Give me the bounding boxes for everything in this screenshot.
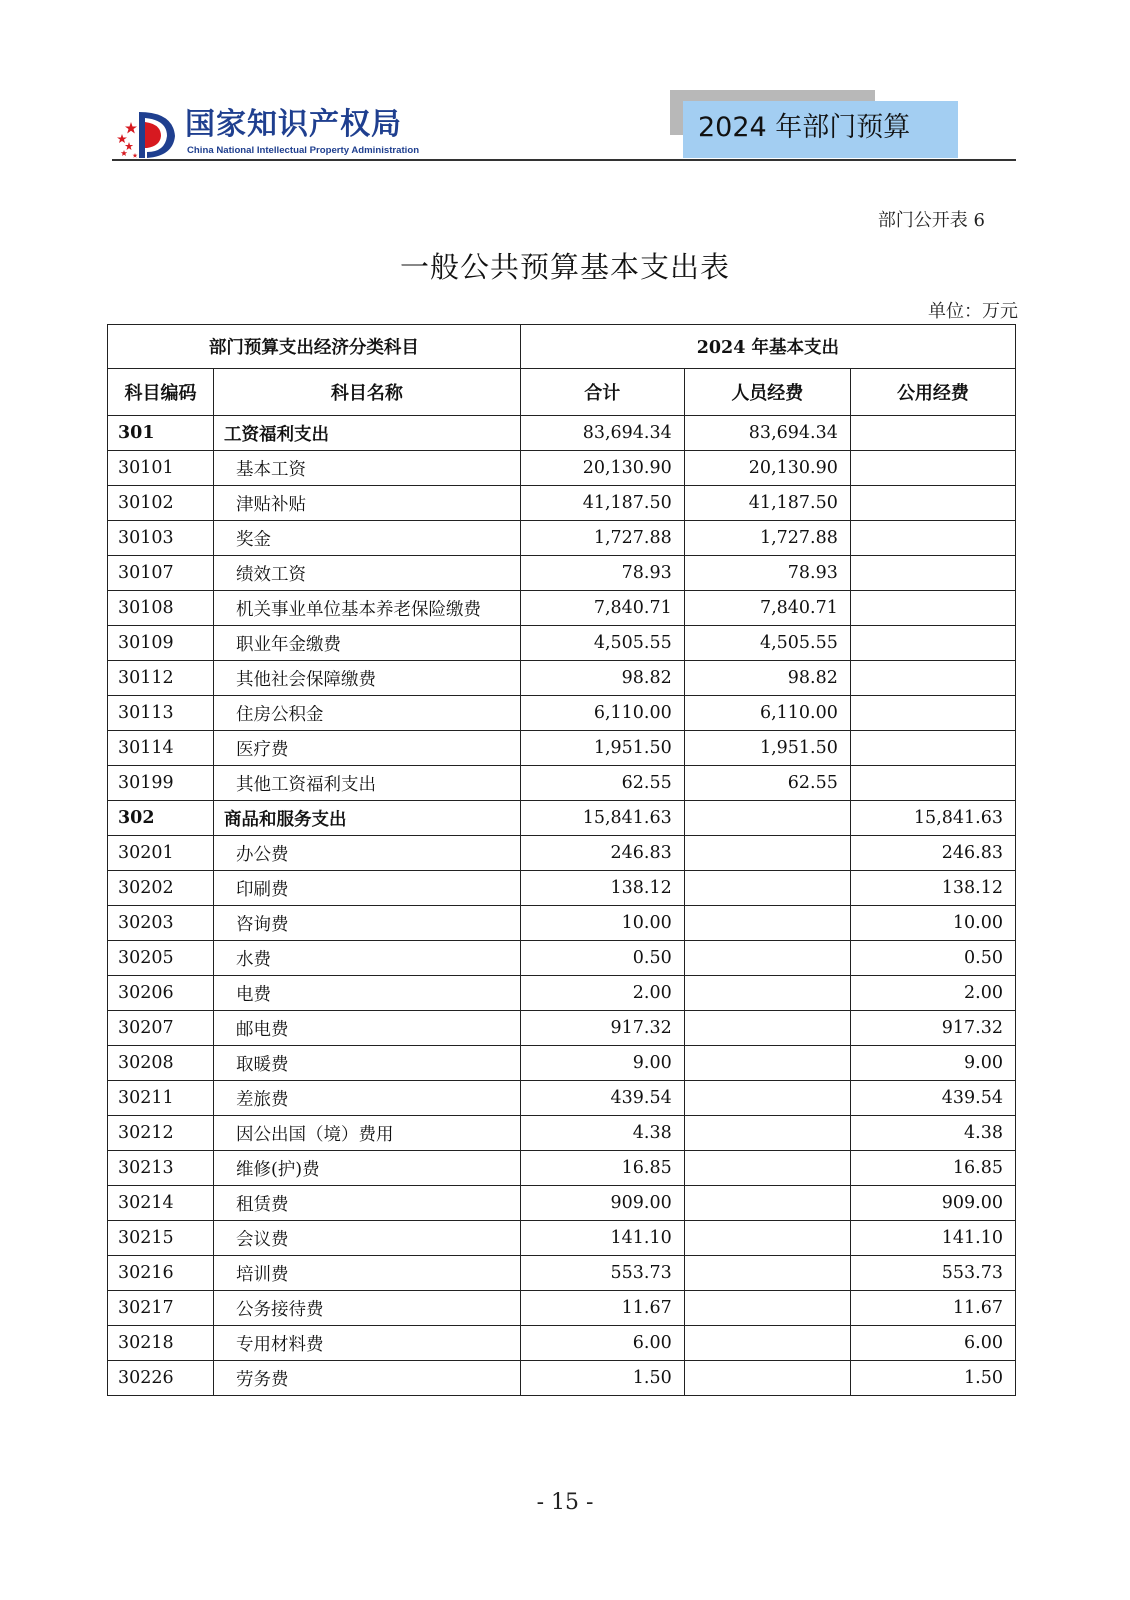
cell-name: 劳务费 [213, 1361, 520, 1396]
cell-personnel [684, 1326, 850, 1361]
cell-code: 30226 [108, 1361, 214, 1396]
cell-total: 62.55 [520, 766, 684, 801]
table-row [108, 556, 1016, 591]
cell-code: 30113 [108, 696, 214, 731]
table-row [108, 871, 1016, 906]
cell-public [850, 731, 1015, 766]
cell-total: 141.10 [520, 1221, 684, 1256]
table-row [108, 626, 1016, 661]
header-personnel: 人员经费 [684, 369, 850, 416]
cell-personnel [684, 1081, 850, 1116]
table-row [108, 521, 1016, 556]
cell-personnel [684, 976, 850, 1011]
table-row [108, 1291, 1016, 1326]
cell-name: 会议费 [213, 1221, 520, 1256]
header-basic-expenditure: 2024 年基本支出 [520, 325, 1015, 369]
table-row [108, 976, 1016, 1011]
cell-total: 0.50 [520, 941, 684, 976]
table-row [108, 906, 1016, 941]
cell-public: 11.67 [850, 1291, 1015, 1326]
budget-year-banner-text: 2024 年部门预算 [698, 112, 911, 143]
cell-total: 439.54 [520, 1081, 684, 1116]
cell-total: 11.67 [520, 1291, 684, 1326]
table-header-row-2 [108, 369, 1016, 416]
cell-public [850, 661, 1015, 696]
cell-code: 302 [108, 801, 214, 836]
table-group-row [108, 416, 1016, 451]
cell-total: 6,110.00 [520, 696, 684, 731]
cell-name: 水费 [213, 941, 520, 976]
cell-total: 83,694.34 [520, 416, 684, 451]
table-row [108, 696, 1016, 731]
table-row [108, 1046, 1016, 1081]
cell-total: 138.12 [520, 871, 684, 906]
cell-public: 246.83 [850, 836, 1015, 871]
cell-code: 30203 [108, 906, 214, 941]
cell-code: 30108 [108, 591, 214, 626]
cell-public: 138.12 [850, 871, 1015, 906]
cell-name: 电费 [213, 976, 520, 1011]
cell-code: 30101 [108, 451, 214, 486]
cell-personnel [684, 1221, 850, 1256]
cell-total: 10.00 [520, 906, 684, 941]
cell-name: 专用材料费 [213, 1326, 520, 1361]
cell-name: 租赁费 [213, 1186, 520, 1221]
cell-name: 住房公积金 [213, 696, 520, 731]
cell-public [850, 486, 1015, 521]
cell-total: 6.00 [520, 1326, 684, 1361]
table-row [108, 1186, 1016, 1221]
cell-public [850, 556, 1015, 591]
cell-public: 1.50 [850, 1361, 1015, 1396]
cell-code: 30207 [108, 1011, 214, 1046]
cell-personnel: 1,727.88 [684, 521, 850, 556]
cell-public [850, 451, 1015, 486]
cell-public: 4.38 [850, 1116, 1015, 1151]
cell-total: 1,951.50 [520, 731, 684, 766]
cell-personnel [684, 801, 850, 836]
cell-code: 30212 [108, 1116, 214, 1151]
table-group-row [108, 801, 1016, 836]
cell-total: 78.93 [520, 556, 684, 591]
cell-personnel [684, 1256, 850, 1291]
org-name-cn: 国家知识产权局 [185, 107, 402, 142]
table-row [108, 1081, 1016, 1116]
table-row [108, 836, 1016, 871]
cell-name: 津贴补贴 [213, 486, 520, 521]
cell-name: 印刷费 [213, 871, 520, 906]
cell-code: 30214 [108, 1186, 214, 1221]
cell-personnel: 41,187.50 [684, 486, 850, 521]
page-title: 一般公共预算基本支出表 [399, 250, 730, 284]
table-row [108, 1011, 1016, 1046]
cell-personnel [684, 871, 850, 906]
cell-total: 2.00 [520, 976, 684, 1011]
cell-public: 553.73 [850, 1256, 1015, 1291]
cell-personnel [684, 1011, 850, 1046]
header-name: 科目名称 [213, 369, 520, 416]
cell-name: 工资福利支出 [213, 416, 520, 451]
cell-personnel [684, 941, 850, 976]
cell-personnel [684, 1046, 850, 1081]
table-row [108, 1116, 1016, 1151]
cell-name: 咨询费 [213, 906, 520, 941]
table-row [108, 486, 1016, 521]
cell-code: 30199 [108, 766, 214, 801]
cell-name: 取暖费 [213, 1046, 520, 1081]
table-number: 部门公开表 6 [877, 210, 985, 231]
cell-personnel [684, 1291, 850, 1326]
cell-code: 30109 [108, 626, 214, 661]
cell-code: 30211 [108, 1081, 214, 1116]
cell-code: 30103 [108, 521, 214, 556]
cell-code: 30107 [108, 556, 214, 591]
table-row [108, 1151, 1016, 1186]
cell-name: 其他工资福利支出 [213, 766, 520, 801]
table-row [108, 591, 1016, 626]
cell-total: 98.82 [520, 661, 684, 696]
cell-public: 917.32 [850, 1011, 1015, 1046]
cell-public [850, 626, 1015, 661]
cell-name: 基本工资 [213, 451, 520, 486]
cell-name: 医疗费 [213, 731, 520, 766]
cell-personnel: 83,694.34 [684, 416, 850, 451]
cell-name: 商品和服务支出 [213, 801, 520, 836]
table-row [108, 1221, 1016, 1256]
cell-personnel [684, 1116, 850, 1151]
cell-total: 1,727.88 [520, 521, 684, 556]
cell-public: 2.00 [850, 976, 1015, 1011]
cell-public [850, 521, 1015, 556]
cell-code: 30102 [108, 486, 214, 521]
cell-total: 1.50 [520, 1361, 684, 1396]
cell-name: 差旅费 [213, 1081, 520, 1116]
cell-total: 4.38 [520, 1116, 684, 1151]
cell-code: 30205 [108, 941, 214, 976]
table-row [108, 766, 1016, 801]
header-total: 合计 [520, 369, 684, 416]
org-logo [115, 108, 425, 160]
cell-public: 16.85 [850, 1151, 1015, 1186]
cell-public: 141.10 [850, 1221, 1015, 1256]
table-row [108, 941, 1016, 976]
cell-personnel [684, 906, 850, 941]
cell-public [850, 696, 1015, 731]
cell-personnel: 20,130.90 [684, 451, 850, 486]
cell-code: 30206 [108, 976, 214, 1011]
cell-personnel: 62.55 [684, 766, 850, 801]
cell-personnel: 7,840.71 [684, 591, 850, 626]
cell-name: 办公费 [213, 836, 520, 871]
page-number: - 15 - [536, 1490, 594, 1515]
cell-personnel: 4,505.55 [684, 626, 850, 661]
cell-name: 绩效工资 [213, 556, 520, 591]
cell-name: 奖金 [213, 521, 520, 556]
header-public: 公用经费 [850, 369, 1015, 416]
cell-code: 30114 [108, 731, 214, 766]
cell-name: 机关事业单位基本养老保险缴费 [213, 591, 520, 626]
cnipa-emblem-icon [115, 108, 177, 160]
cell-total: 15,841.63 [520, 801, 684, 836]
cell-total: 917.32 [520, 1011, 684, 1046]
table-header-row-1 [108, 325, 1016, 369]
table-row [108, 661, 1016, 696]
header-code: 科目编码 [108, 369, 214, 416]
cell-code: 30216 [108, 1256, 214, 1291]
cell-code: 30215 [108, 1221, 214, 1256]
cell-public [850, 416, 1015, 451]
cell-personnel [684, 1151, 850, 1186]
cell-total: 4,505.55 [520, 626, 684, 661]
cell-code: 30217 [108, 1291, 214, 1326]
cell-personnel [684, 1186, 850, 1221]
cell-name: 公务接待费 [213, 1291, 520, 1326]
cell-total: 909.00 [520, 1186, 684, 1221]
cell-total: 553.73 [520, 1256, 684, 1291]
cell-public: 6.00 [850, 1326, 1015, 1361]
table-row [108, 1361, 1016, 1396]
cell-name: 邮电费 [213, 1011, 520, 1046]
header-classification: 部门预算支出经济分类科目 [108, 325, 521, 369]
cell-name: 维修(护)费 [213, 1151, 520, 1186]
cell-name: 培训费 [213, 1256, 520, 1291]
cell-code: 301 [108, 416, 214, 451]
table-row [108, 1326, 1016, 1361]
cell-public: 9.00 [850, 1046, 1015, 1081]
unit-label: 单位：万元 [928, 301, 1018, 322]
cell-name: 职业年金缴费 [213, 626, 520, 661]
cell-code: 30208 [108, 1046, 214, 1081]
table-row [108, 451, 1016, 486]
cell-total: 41,187.50 [520, 486, 684, 521]
cell-public [850, 766, 1015, 801]
org-name-en: China National Intellectual Property Administration [187, 145, 420, 156]
cell-code: 30112 [108, 661, 214, 696]
cell-code: 30213 [108, 1151, 214, 1186]
cell-name: 其他社会保障缴费 [213, 661, 520, 696]
cell-personnel: 6,110.00 [684, 696, 850, 731]
cell-total: 16.85 [520, 1151, 684, 1186]
cell-total: 7,840.71 [520, 591, 684, 626]
cell-public: 909.00 [850, 1186, 1015, 1221]
cell-personnel: 1,951.50 [684, 731, 850, 766]
cell-public: 439.54 [850, 1081, 1015, 1116]
cell-personnel [684, 836, 850, 871]
cell-public: 15,841.63 [850, 801, 1015, 836]
cell-public: 0.50 [850, 941, 1015, 976]
cell-total: 20,130.90 [520, 451, 684, 486]
cell-personnel: 98.82 [684, 661, 850, 696]
cell-code: 30218 [108, 1326, 214, 1361]
cell-code: 30201 [108, 836, 214, 871]
cell-name: 因公出国（境）费用 [213, 1116, 520, 1151]
table-row [108, 1256, 1016, 1291]
cell-personnel [684, 1361, 850, 1396]
cell-public [850, 591, 1015, 626]
cell-total: 9.00 [520, 1046, 684, 1081]
cell-total: 246.83 [520, 836, 684, 871]
cell-code: 30202 [108, 871, 214, 906]
table-row [108, 731, 1016, 766]
cell-personnel: 78.93 [684, 556, 850, 591]
cell-public: 10.00 [850, 906, 1015, 941]
budget-table [107, 324, 1016, 1396]
header-divider [112, 159, 1016, 161]
